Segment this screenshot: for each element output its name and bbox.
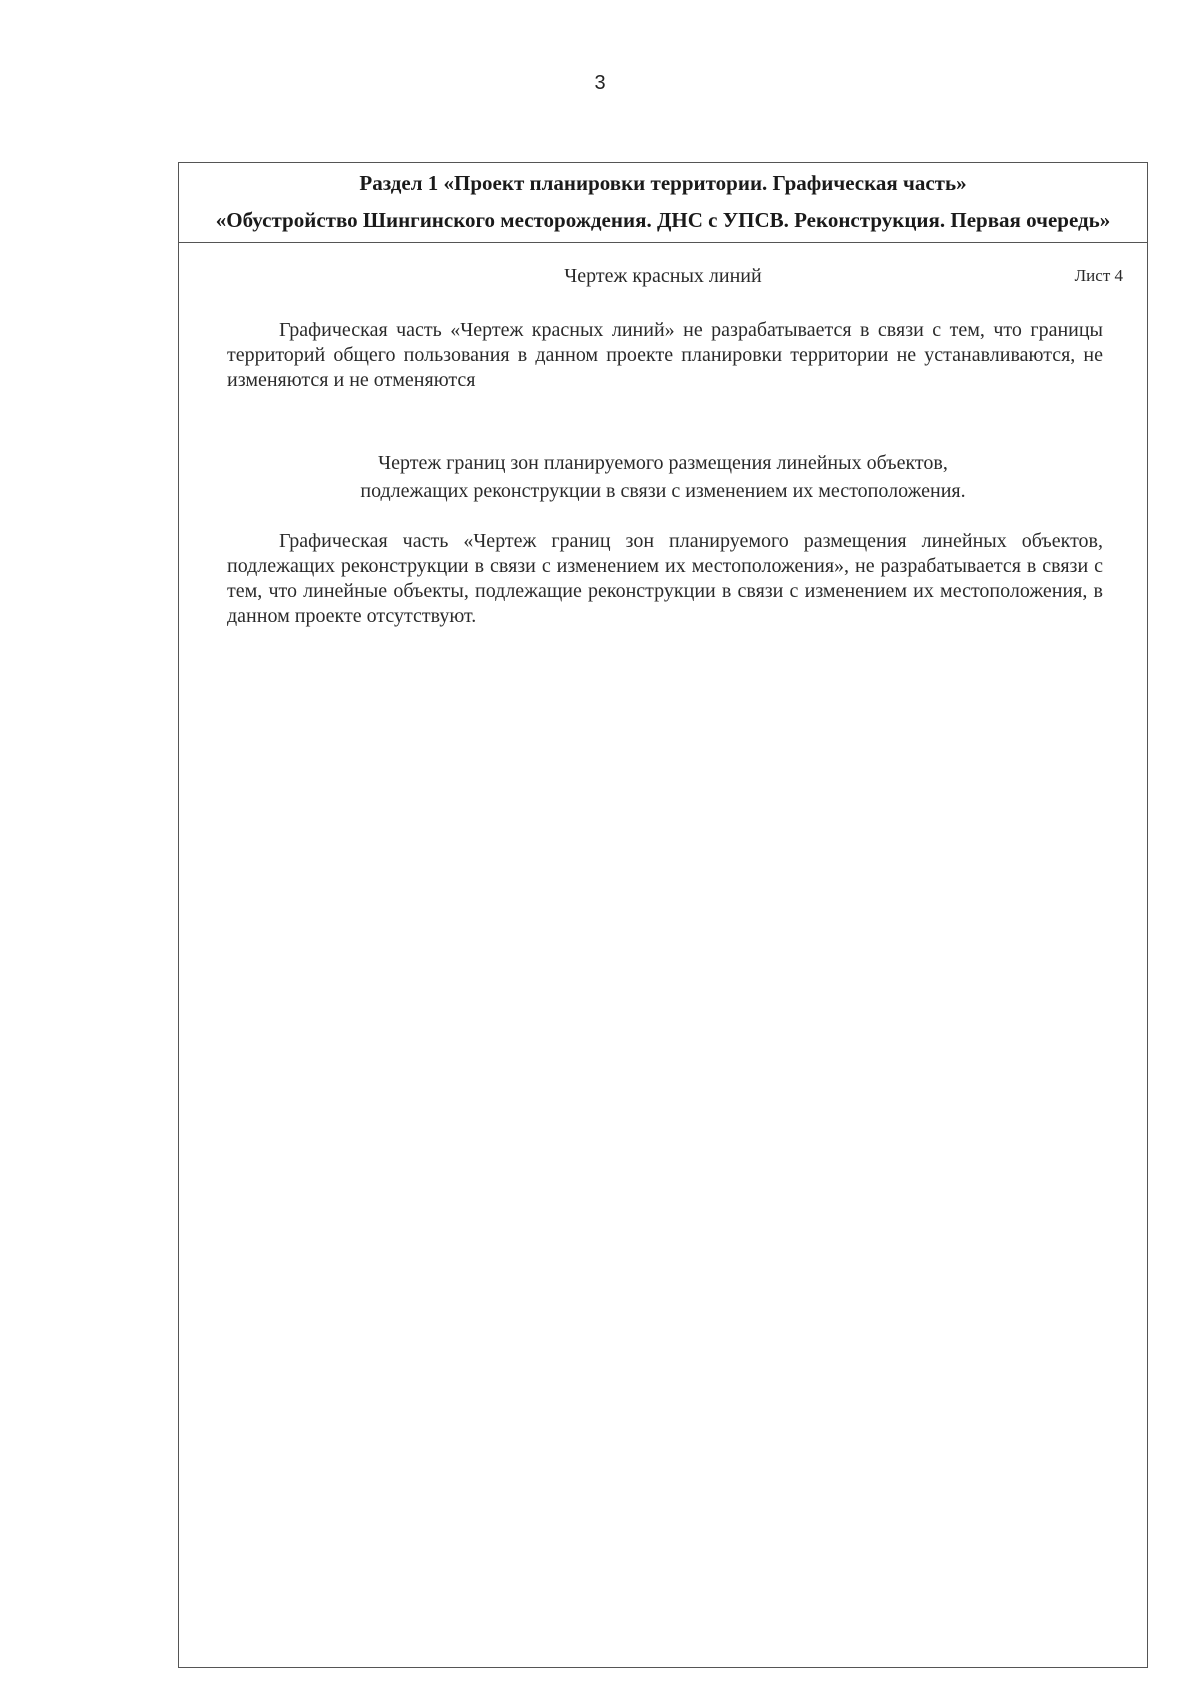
document-header (179, 163, 1147, 243)
zones-title-line2: подлежащих реконструкции в связи с изменением их местоположения. (360, 480, 966, 502)
zones-paragraph: Графическая часть «Чертеж границ зон планируемого размещения линейных объектов, подлежащих реконструкции в связи с изменением их местоположения», не разрабатывается в связи с тем, что линейные объекты, подлежащие реконструкции в связи с изменением их местоположения, в данном проекте отсутствуют. (227, 530, 1103, 627)
red-lines-title: Чертеж красных линий (564, 265, 762, 287)
header-project-title: «Обустройство Шингинского месторождения. ДНС с УПСВ. Реконструкция. Первая очередь» (215, 208, 1111, 232)
zones-title-line1: Чертеж границ зон планируемого размещения линейных объектов, (378, 452, 948, 474)
sheet-label: Лист 4 (1074, 266, 1123, 285)
zones-title (179, 449, 1147, 505)
red-lines-paragraph: Графическая часть «Чертеж красных линий» не разрабатывается в связи с тем, что границы территорий общего пользования в данном проекте планировки территории не устанавливаются, не изменяются и не отменяются (227, 319, 1103, 391)
page-number: 3 (594, 72, 606, 94)
document-frame (178, 162, 1148, 1668)
header-section-title: Раздел 1 «Проект планировки территории. Графическая часть» (359, 171, 967, 195)
